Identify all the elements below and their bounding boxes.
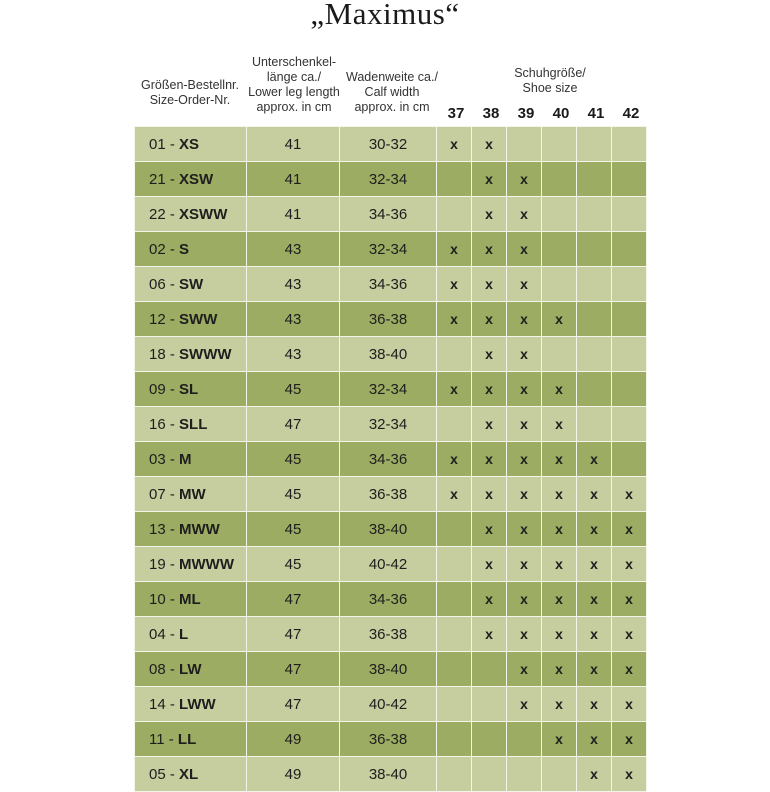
table-row [135, 337, 647, 372]
shoe-fit-cell [437, 512, 472, 547]
order-separator: - [165, 590, 180, 608]
shoe-fit-cell: x [612, 722, 647, 757]
shoe-fit-cell [612, 372, 647, 407]
header-shoe-line-1: Schuhgröße/ [514, 66, 586, 80]
size-order-cell [135, 267, 247, 302]
shoe-fit-cell [577, 232, 612, 267]
lower-leg-length-cell: 45 [247, 372, 340, 407]
table-row [135, 162, 647, 197]
size-order-cell [135, 127, 247, 162]
table-row [135, 547, 647, 582]
shoe-fit-cell [472, 757, 507, 792]
shoe-fit-cell [577, 372, 612, 407]
order-separator: - [165, 765, 180, 783]
size-order-cell [135, 197, 247, 232]
calf-width-cell: 32-34 [340, 162, 437, 197]
shoe-fit-cell [577, 407, 612, 442]
shoe-size-header: 40 [552, 105, 570, 122]
calf-width-cell: 38-40 [340, 757, 437, 792]
calf-width-cell: 34-36 [340, 442, 437, 477]
calf-width-cell: 30-32 [340, 127, 437, 162]
calf-width-cell: 34-36 [340, 197, 437, 232]
size-code: MWW [179, 520, 220, 538]
table-row [135, 687, 647, 722]
shoe-fit-cell [612, 232, 647, 267]
order-number: 05 [149, 765, 166, 783]
size-order-cell [135, 512, 247, 547]
shoe-fit-cell: x [507, 372, 542, 407]
shoe-fit-cell [507, 757, 542, 792]
shoe-fit-cell: x [577, 687, 612, 722]
table-row [135, 232, 647, 267]
size-code: ML [179, 590, 201, 608]
shoe-fit-cell: x [507, 687, 542, 722]
size-code: MWWW [179, 555, 234, 573]
table-row [135, 652, 647, 687]
header-lower-leg-line-4: approx. in cm [256, 100, 332, 114]
order-number: 12 [149, 310, 166, 328]
shoe-fit-cell: x [437, 232, 472, 267]
order-separator: - [165, 170, 180, 188]
shoe-fit-cell: x [507, 337, 542, 372]
order-number: 14 [149, 695, 166, 713]
order-separator: - [165, 625, 180, 643]
shoe-fit-cell: x [507, 477, 542, 512]
size-order-cell [135, 302, 247, 337]
order-number: 03 [149, 450, 166, 468]
shoe-fit-cell [437, 547, 472, 582]
shoe-fit-cell: x [612, 477, 647, 512]
size-order-cell [135, 442, 247, 477]
shoe-fit-cell [577, 127, 612, 162]
header-calf-line-2: Calf width [364, 85, 420, 99]
shoe-fit-cell: x [437, 372, 472, 407]
size-chart-body [135, 127, 647, 792]
shoe-fit-cell: x [437, 267, 472, 302]
shoe-fit-cell: x [507, 232, 542, 267]
shoe-fit-cell: x [437, 477, 472, 512]
shoe-fit-cell: x [437, 302, 472, 337]
shoe-fit-cell: x [507, 512, 542, 547]
header-lower-leg-line-1: Unterschenkel- [251, 55, 337, 69]
shoe-fit-cell [437, 757, 472, 792]
shoe-fit-cell: x [507, 162, 542, 197]
order-number: 07 [149, 485, 166, 503]
lower-leg-length-cell: 47 [247, 617, 340, 652]
lower-leg-length-cell: 43 [247, 232, 340, 267]
shoe-fit-cell: x [507, 197, 542, 232]
order-number: 13 [149, 520, 166, 538]
shoe-fit-cell: x [472, 197, 507, 232]
shoe-fit-cell [542, 232, 577, 267]
size-order-cell [135, 372, 247, 407]
shoe-fit-cell [612, 197, 647, 232]
size-order-cell [135, 582, 247, 617]
lower-leg-length-cell: 47 [247, 687, 340, 722]
shoe-fit-cell [437, 722, 472, 757]
shoe-fit-cell [437, 407, 472, 442]
order-number: 22 [149, 205, 166, 223]
shoe-fit-cell [542, 162, 577, 197]
size-code: LL [177, 730, 197, 748]
size-code: XSW [179, 170, 214, 188]
size-code: SW [179, 275, 204, 293]
header-size-order-en: Size-Order-Nr. [149, 93, 231, 107]
order-separator: - [165, 415, 180, 433]
order-number: 11 [149, 730, 165, 748]
lower-leg-length-cell: 45 [247, 512, 340, 547]
shoe-fit-cell: x [472, 617, 507, 652]
shoe-fit-cell [577, 302, 612, 337]
shoe-fit-cell: x [577, 477, 612, 512]
shoe-fit-cell: x [542, 407, 577, 442]
lower-leg-length-cell: 49 [247, 722, 340, 757]
lower-leg-length-cell: 45 [247, 477, 340, 512]
shoe-size-header: 37 [447, 105, 465, 122]
shoe-fit-cell [542, 337, 577, 372]
shoe-fit-cell: x [472, 547, 507, 582]
lower-leg-length-cell: 49 [247, 757, 340, 792]
shoe-fit-cell [577, 337, 612, 372]
size-code: SWWW [179, 345, 232, 363]
size-code: XSWW [179, 205, 228, 223]
size-order-cell [135, 617, 247, 652]
shoe-fit-cell: x [437, 442, 472, 477]
table-row [135, 757, 647, 792]
shoe-fit-cell: x [507, 652, 542, 687]
order-separator: - [165, 485, 180, 503]
size-code: LWW [179, 695, 216, 713]
shoe-size-header: 39 [517, 105, 535, 122]
shoe-fit-cell: x [577, 512, 612, 547]
shoe-fit-cell: x [542, 512, 577, 547]
order-separator: - [165, 240, 180, 258]
order-number: 18 [149, 345, 166, 363]
order-number: 08 [149, 660, 166, 678]
header-size-order-de: Größen-Bestellnr. [141, 78, 239, 92]
size-order-cell [135, 232, 247, 267]
shoe-fit-cell [612, 407, 647, 442]
calf-width-cell: 38-40 [340, 652, 437, 687]
size-order-cell [135, 757, 247, 792]
order-separator: - [165, 450, 180, 468]
header-calf-line-3: approx. in cm [354, 100, 430, 114]
shoe-fit-cell: x [542, 652, 577, 687]
shoe-fit-cell: x [542, 547, 577, 582]
page-title: „Maximus“ [310, 0, 460, 31]
shoe-fit-cell [612, 162, 647, 197]
shoe-fit-cell: x [472, 302, 507, 337]
size-order-cell [135, 162, 247, 197]
shoe-fit-cell: x [577, 442, 612, 477]
table-row [135, 512, 647, 547]
table-row [135, 267, 647, 302]
shoe-fit-cell: x [542, 582, 577, 617]
calf-width-cell: 38-40 [340, 512, 437, 547]
shoe-fit-cell [577, 197, 612, 232]
shoe-size-header: 41 [587, 105, 605, 122]
size-code: M [179, 450, 192, 468]
size-code: L [179, 625, 189, 643]
shoe-fit-cell [472, 652, 507, 687]
header-lower-leg-line-2: länge ca./ [266, 70, 322, 84]
shoe-fit-cell: x [577, 652, 612, 687]
calf-width-cell: 32-34 [340, 407, 437, 442]
calf-width-cell: 40-42 [340, 547, 437, 582]
size-code: SL [179, 380, 199, 398]
header-shoe-size [470, 66, 630, 96]
shoe-fit-cell: x [472, 477, 507, 512]
shoe-fit-cell: x [472, 232, 507, 267]
size-code: XS [179, 135, 200, 153]
shoe-fit-cell: x [542, 687, 577, 722]
table-row [135, 477, 647, 512]
calf-width-cell: 34-36 [340, 267, 437, 302]
shoe-fit-cell: x [577, 722, 612, 757]
order-separator: - [165, 205, 180, 223]
lower-leg-length-cell: 45 [247, 547, 340, 582]
shoe-fit-cell: x [507, 582, 542, 617]
shoe-fit-cell: x [542, 722, 577, 757]
header-shoe-line-2: Shoe size [522, 81, 578, 95]
shoe-fit-cell: x [507, 547, 542, 582]
size-code: MW [179, 485, 206, 503]
order-separator: - [165, 310, 180, 328]
shoe-fit-cell [542, 197, 577, 232]
calf-width-cell: 32-34 [340, 372, 437, 407]
shoe-fit-cell: x [472, 337, 507, 372]
shoe-fit-cell [437, 337, 472, 372]
shoe-fit-cell [507, 127, 542, 162]
shoe-fit-cell [577, 162, 612, 197]
size-order-cell [135, 407, 247, 442]
order-number: 09 [149, 380, 166, 398]
shoe-fit-cell [437, 652, 472, 687]
table-row [135, 302, 647, 337]
shoe-fit-cell: x [507, 267, 542, 302]
shoe-fit-cell: x [612, 547, 647, 582]
shoe-fit-cell [577, 267, 612, 302]
shoe-fit-cell: x [507, 442, 542, 477]
order-separator: - [165, 135, 180, 153]
shoe-fit-cell [437, 687, 472, 722]
order-separator: - [165, 555, 180, 573]
calf-width-cell: 32-34 [340, 232, 437, 267]
size-code: XL [179, 765, 199, 783]
shoe-fit-cell: x [472, 582, 507, 617]
shoe-fit-cell: x [472, 512, 507, 547]
shoe-fit-cell: x [472, 267, 507, 302]
shoe-fit-cell [437, 162, 472, 197]
order-separator: - [165, 520, 180, 538]
calf-width-cell: 34-36 [340, 582, 437, 617]
table-row [135, 407, 647, 442]
table-row [135, 582, 647, 617]
shoe-fit-cell: x [542, 477, 577, 512]
shoe-fit-cell: x [612, 757, 647, 792]
lower-leg-length-cell: 47 [247, 652, 340, 687]
lower-leg-length-cell: 41 [247, 197, 340, 232]
lower-leg-length-cell: 41 [247, 162, 340, 197]
size-code: LW [179, 660, 202, 678]
order-separator: - [165, 660, 180, 678]
shoe-fit-cell: x [472, 372, 507, 407]
shoe-fit-cell [437, 617, 472, 652]
header-calf-line-1: Wadenweite ca./ [346, 70, 438, 84]
table-row [135, 617, 647, 652]
size-chart-table [134, 126, 647, 792]
lower-leg-length-cell: 41 [247, 127, 340, 162]
table-row [135, 197, 647, 232]
shoe-fit-cell: x [577, 757, 612, 792]
lower-leg-length-cell: 43 [247, 267, 340, 302]
order-number: 19 [149, 555, 166, 573]
lower-leg-length-cell: 43 [247, 337, 340, 372]
shoe-fit-cell: x [472, 162, 507, 197]
order-number: 06 [149, 275, 166, 293]
size-order-cell [135, 687, 247, 722]
order-number: 21 [149, 170, 166, 188]
shoe-fit-cell [472, 722, 507, 757]
order-number: 02 [149, 240, 166, 258]
size-order-cell [135, 477, 247, 512]
lower-leg-length-cell: 47 [247, 582, 340, 617]
calf-width-cell: 36-38 [340, 302, 437, 337]
shoe-size-header: 38 [482, 105, 500, 122]
table-row [135, 442, 647, 477]
shoe-fit-cell [472, 687, 507, 722]
shoe-fit-cell [612, 442, 647, 477]
order-number: 16 [149, 415, 166, 433]
shoe-fit-cell: x [507, 617, 542, 652]
shoe-fit-cell: x [612, 512, 647, 547]
order-separator: - [165, 275, 180, 293]
shoe-fit-cell: x [542, 617, 577, 652]
shoe-fit-cell: x [612, 652, 647, 687]
shoe-fit-cell: x [472, 127, 507, 162]
order-number: 10 [149, 590, 166, 608]
shoe-fit-cell [542, 127, 577, 162]
table-row [135, 127, 647, 162]
header-calf-width [342, 70, 442, 115]
shoe-fit-cell [507, 722, 542, 757]
shoe-fit-cell [612, 337, 647, 372]
table-row [135, 722, 647, 757]
header-lower-leg-length [242, 55, 346, 115]
shoe-fit-cell: x [472, 442, 507, 477]
header-lower-leg-line-3: Lower leg length [248, 85, 340, 99]
calf-width-cell: 36-38 [340, 617, 437, 652]
size-code: SWW [179, 310, 218, 328]
size-order-cell [135, 337, 247, 372]
shoe-size-header: 42 [622, 105, 640, 122]
size-order-cell [135, 652, 247, 687]
calf-width-cell: 40-42 [340, 687, 437, 722]
size-code: SLL [179, 415, 208, 433]
size-order-cell [135, 547, 247, 582]
shoe-fit-cell: x [577, 617, 612, 652]
order-number: 01 [149, 135, 166, 153]
shoe-fit-cell: x [507, 407, 542, 442]
table-row [135, 372, 647, 407]
shoe-fit-cell [612, 127, 647, 162]
order-separator: - [164, 730, 178, 748]
calf-width-cell: 38-40 [340, 337, 437, 372]
order-number: 04 [149, 625, 166, 643]
shoe-fit-cell: x [577, 582, 612, 617]
order-separator: - [165, 345, 180, 363]
shoe-fit-cell [612, 267, 647, 302]
shoe-fit-cell: x [472, 407, 507, 442]
calf-width-cell: 36-38 [340, 477, 437, 512]
shoe-fit-cell: x [542, 372, 577, 407]
shoe-fit-cell: x [612, 687, 647, 722]
size-code: S [179, 240, 190, 258]
shoe-fit-cell: x [577, 547, 612, 582]
shoe-fit-cell [542, 757, 577, 792]
lower-leg-length-cell: 45 [247, 442, 340, 477]
header-size-order [134, 78, 246, 108]
order-separator: - [165, 380, 180, 398]
shoe-fit-cell: x [507, 302, 542, 337]
shoe-fit-cell: x [612, 617, 647, 652]
shoe-fit-cell [612, 302, 647, 337]
lower-leg-length-cell: 47 [247, 407, 340, 442]
shoe-fit-cell [437, 197, 472, 232]
shoe-fit-cell: x [542, 302, 577, 337]
lower-leg-length-cell: 43 [247, 302, 340, 337]
shoe-fit-cell: x [612, 582, 647, 617]
shoe-fit-cell: x [437, 127, 472, 162]
shoe-fit-cell [437, 582, 472, 617]
size-order-cell [135, 722, 247, 757]
shoe-fit-cell [542, 267, 577, 302]
order-separator: - [165, 695, 180, 713]
shoe-fit-cell: x [542, 442, 577, 477]
calf-width-cell: 36-38 [340, 722, 437, 757]
